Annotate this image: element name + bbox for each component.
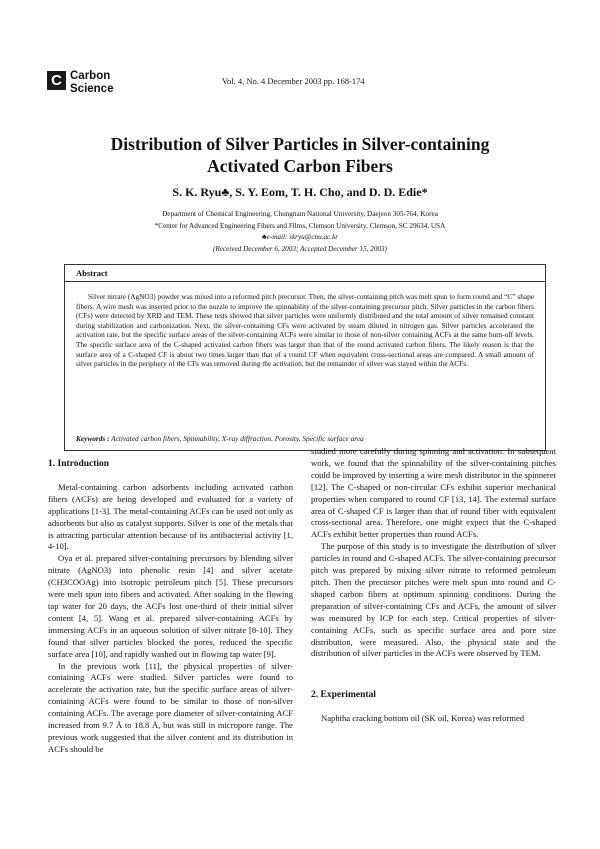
email: ♣e-mail: skryu@cnu.ac.kr bbox=[261, 233, 339, 241]
logo-line2: Science bbox=[70, 83, 114, 95]
right-paragraph-1: studied more carefully during spinning and activation. In subsequent work, we found that the spinnability of the silver-containing pitches could be improved by inserting a wire mesh distributor in the spinneret [12]. The C-shaped or non-circular CFs exhibit superior mechanical properties when compared to round CF [13, 14]. The external surface area of C-shaped CF is larger than that of round fiber with equivalent cross-sectional area. Therefore, one might expect that the C-shaped ACFs exhibit better properties than round ACFs. bbox=[311, 446, 556, 540]
journal-logo-text bbox=[70, 70, 113, 96]
journal-logo-icon: C bbox=[47, 71, 66, 90]
intro-paragraph-3: In the previous work [11], the physical properties of silver-containing ACFs were studied. Silver particles were found to accelerate the activation rate, but the specific surface areas of silver-containing ACFs were found to be similar to those of non-silver containing ACFs. The average pore diameter of silver-containing ACF increased from 9.7 Å to 18.8 Å, but was still in micropore range. The previous work suggested that the silver content and its distribution in ACFs should be bbox=[48, 660, 293, 754]
authors: S. K. Ryu♣, S. Y. Eom, T. H. Cho, and D. D. Edie* bbox=[172, 185, 428, 199]
received-date: (Received December 6, 2003; Accepted December 15, 2003) bbox=[212, 244, 388, 253]
journal-info: Vol. 4, No. 4 December 2003 pp. 168-174 bbox=[222, 76, 365, 86]
right-column bbox=[311, 446, 556, 725]
logo-line1: Carbon bbox=[70, 70, 111, 82]
abstract-body: Silver nitrate (AgNO3) powder was mixed into a reformed pitch precursor. Then, the silver-containing pitch was melt spun to form round and “C” shape fibers. A wire mesh was inserted prior to the nozzle to improve the spinnability of the silver-containing precursor pitch. Silver particles in the carbon fibers (CFs) were detected by XRD and TEM. These tests showed that silver particles were uniformly distributed and the total amount of silver remained constant during stabilization and carbonization. Next, the silver-containing CFs were activated by steam diluted in nitrogen gas. Silver particles accelerated the activation rate, but the specific surface areas of the silver-containing ACFs were similar to those of non-silver containing ACFs at the same burn-off levels. The specific surface area of the C-shaped activated carbon fibers was larger than that of the round activated carbon fibers. The likely reason is that the surface area of a C-shaped CF is about two times larger than that of a round CF when equivalent cross-sectional areas are compared. A small amount of silver particles in the periphery of the CFs was removed during the activation, but the remainder of silver was stayed within the ACFs. bbox=[76, 292, 534, 369]
title-line1: Distribution of Silver Particles in Silver-containing bbox=[110, 134, 490, 154]
intro-heading: 1. Introduction bbox=[48, 459, 110, 469]
keywords bbox=[76, 434, 536, 443]
keywords-list: Activated carbon fibers, Spinnability, X-ray diffraction, Porosity, Specific surface area bbox=[109, 434, 364, 443]
abstract-heading: Abstract bbox=[76, 268, 108, 278]
experimental-paragraph-1: Naphtha cracking bottom oil (SK oil, Korea) was reformed bbox=[321, 713, 525, 724]
right-paragraph-2: The purpose of this study is to investigate the distribution of silver particles in round and C-shaped ACFs. The silver-containing precursor pitch was prepared by mixing silver nitrate to reformed petroleum pitch. Then the precursor pitches were melt spun into round and C-shaped carbon fibers at optimum spinning conditions. During the preparation of silver-containing CFs and ACFs, the amount of silver was measured by ICP for each step. Critical properties of silver-containing ACFs, such as specific surface area and pore size distribution, were measured. Also, the physical state and the distribution of silver particles in the ACFs were observed by TEM. bbox=[311, 541, 556, 659]
paper-title bbox=[0, 133, 600, 177]
keywords-label: Keywords : bbox=[76, 434, 110, 443]
affiliations bbox=[0, 209, 600, 255]
title-line2: Activated Carbon Fibers bbox=[207, 156, 393, 176]
experimental-heading: 2. Experimental bbox=[311, 690, 376, 701]
intro-paragraph-1: Metal-containing carbon adsorbents including activated carbon fibers (ACFs) are being developed and evaluated for a variety of applications [1-3]. The metal-containing ACFs can be used not only as adsorbents but also as catalyst supports. Silver is one of the metals that is attracting particular attention because of its antibacterial activity [1, 4-10]. bbox=[48, 481, 293, 552]
intro-paragraph-2: Oya et al. prepared silver-containing precursors by blending silver nitrate (AgNO3) into phenolic resin [4] and silver acetate (CH3COOAg) into isotropic petroleum pitch [5]. These precursors were melt spun into fibers and activated. After soaking in the flowing tap water for 20 days, the ACFs lost one-third of their initial silver content [4, 5]. Wang et al. prepared silver-containing ACFs by immersing ACFs in an aqueous solution of silver nitrate [8-10]. They found that silver particles blocked the pores, reduced the specific surface area [10], and rapidly washed out in flowing tap water [9]. bbox=[48, 553, 293, 659]
left-column bbox=[48, 459, 293, 756]
abstract-divider bbox=[64, 281, 546, 282]
affiliation-2: *Center for Advanced Engineering Fibers and Films, Clemson University, Clemson, SC 29634, USA bbox=[154, 221, 446, 230]
affiliation-1: Department of Chemical Engineering, Chungnam National University, Daejeon 305-764, Korea bbox=[162, 210, 438, 218]
